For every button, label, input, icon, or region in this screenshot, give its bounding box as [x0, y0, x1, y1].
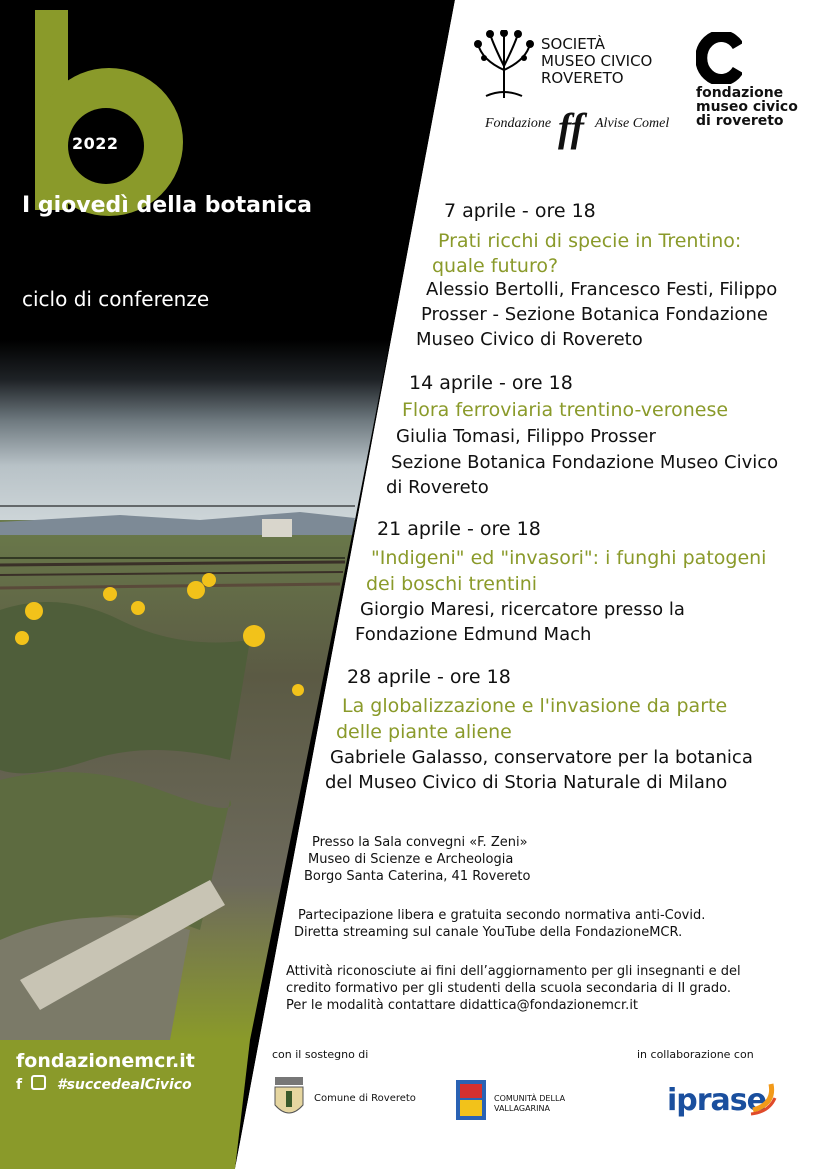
website-link[interactable]: fondazionemcr.it: [16, 1050, 195, 1072]
societa-line: SOCIETÀ: [541, 35, 605, 53]
teachers-line: Per le modalità contattare didattica@fondazionemcr.it: [286, 998, 639, 1013]
venue-line: Museo di Scienze e Archeologia: [308, 852, 514, 867]
event-4-title-line: delle piante aliene: [336, 721, 512, 743]
participation-line: Partecipazione libera e gratuita secondo normativa anti-Covid.: [298, 908, 706, 923]
event-2-speaker-line: Giulia Tomasi, Filippo Prosser: [396, 426, 656, 447]
event-4-speaker-line: del Museo Civico di Storia Naturale di Milano: [325, 772, 728, 793]
event-2-title-line: Flora ferroviaria trentino-veronese: [402, 399, 729, 421]
teachers-line: Attività riconosciute ai fini dell’aggiornamento per gli insegnanti e del: [286, 964, 741, 979]
participation-line: Diretta streaming sul canale YouTube della FondazioneMCR.: [294, 925, 683, 940]
fmcr-line: di rovereto: [696, 113, 784, 129]
event-1-title-line: quale futuro?: [432, 255, 559, 277]
event-1-speaker-line: Prosser - Sezione Botanica Fondazione: [421, 304, 768, 325]
societa-logo-text: [541, 36, 652, 87]
hashtag-label: #succedealCivico: [56, 1077, 192, 1093]
year-label: 2022: [72, 134, 119, 153]
fmcr-line: museo civico: [696, 99, 798, 115]
event-3-title-line: "Indigeni" ed "invasori": i funghi patogeni: [371, 547, 767, 569]
comunita-crest-icon: [454, 1078, 488, 1122]
event-1-date: 7 aprile - ore 18: [444, 200, 596, 222]
teachers-line: credito formativo per gli studenti della scuola secondaria di II grado.: [286, 981, 732, 996]
tree-logo-icon: [472, 30, 536, 100]
fmcr-c-logo-icon: [696, 32, 742, 84]
venue-line: Presso la Sala convegni «F. Zeni»: [312, 835, 528, 850]
fmcr-line: fondazione: [696, 85, 784, 101]
comunita-line: COMUNITÀ DELLA: [494, 1094, 566, 1103]
societa-line: ROVERETO: [541, 69, 624, 87]
comel-right-text: Alvise Comel: [595, 116, 670, 131]
event-1-title-line: Prati ricchi di specie in Trentino:: [438, 230, 742, 252]
event-4-title-line: La globalizzazione e l'invasione da parte: [342, 695, 728, 717]
iprase-swirl-icon: [749, 1080, 777, 1116]
event-4-speaker-line: Gabriele Galasso, conservatore per la botanica: [330, 747, 753, 768]
comunita-line: VALLAGARINA: [494, 1104, 550, 1113]
comel-left-text: Fondazione: [485, 116, 552, 131]
event-3-title-line: dei boschi trentini: [366, 573, 538, 595]
comel-monogram-icon: ff: [558, 105, 584, 150]
event-3-date: 21 aprile - ore 18: [377, 518, 541, 540]
event-2-speaker-line: Sezione Botanica Fondazione Museo Civico: [391, 452, 779, 473]
page-title: I giovedì della botanica: [22, 193, 313, 218]
facebook-icon[interactable]: f: [16, 1077, 23, 1093]
event-4-date: 28 aprile - ore 18: [347, 666, 511, 688]
fmcr-logo-text: [696, 86, 798, 128]
iprase-logo: iprase: [667, 1083, 766, 1118]
comunita-text: [494, 1094, 565, 1114]
instagram-icon[interactable]: [31, 1075, 46, 1090]
event-2-speaker-line: di Rovereto: [386, 477, 489, 498]
collab-label: in collaborazione con: [637, 1048, 754, 1061]
support-label: con il sostegno di: [272, 1048, 369, 1061]
page-subtitle: ciclo di conferenze: [22, 287, 210, 311]
venue-line: Borgo Santa Caterina, 41 Rovereto: [304, 869, 531, 884]
comune-crest-icon: [270, 1075, 308, 1121]
event-1-speaker-line: Alessio Bertolli, Francesco Festi, Filippo: [426, 279, 778, 300]
event-1-speaker-line: Museo Civico di Rovereto: [416, 329, 643, 350]
event-3-speaker-line: Giorgio Maresi, ricercatore presso la: [360, 599, 685, 620]
event-3-speaker-line: Fondazione Edmund Mach: [355, 624, 592, 645]
social-row: [16, 1075, 192, 1093]
event-2-date: 14 aprile - ore 18: [409, 372, 573, 394]
comune-text: Comune di Rovereto: [314, 1093, 416, 1104]
societa-line: MUSEO CIVICO: [541, 52, 653, 70]
